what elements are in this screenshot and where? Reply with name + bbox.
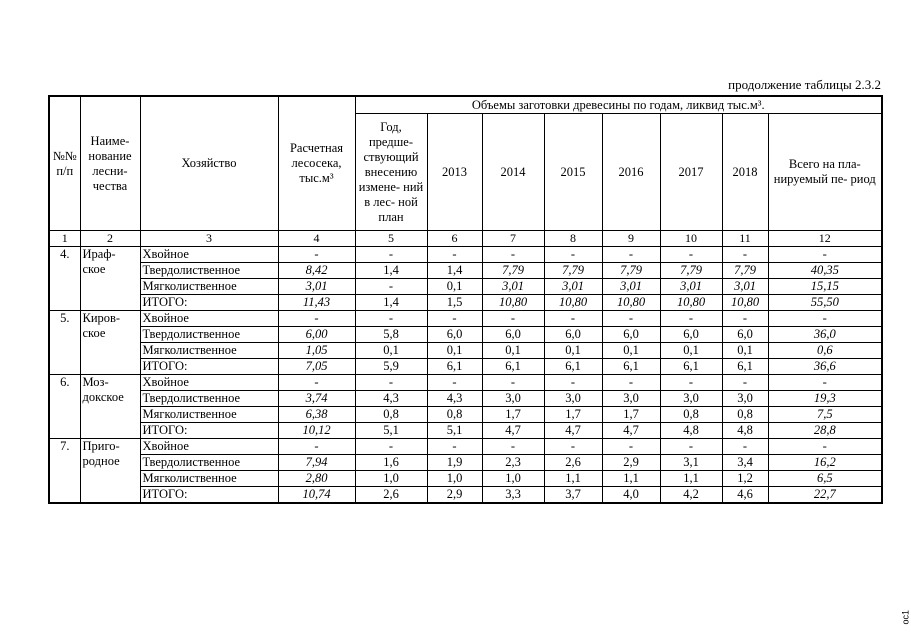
cut-value: 6,00: [278, 327, 355, 343]
header-year: 2016: [602, 114, 660, 231]
year-value: 3,0: [722, 391, 768, 407]
cut-value: -: [278, 311, 355, 327]
forestry-name: Приго- родное: [80, 439, 140, 504]
prev-year-value: -: [355, 311, 427, 327]
year-value: 4,8: [660, 423, 722, 439]
header-year: 2018: [722, 114, 768, 231]
year-value: 0,1: [482, 343, 544, 359]
year-value: 2,9: [602, 455, 660, 471]
cut-value: 1,05: [278, 343, 355, 359]
year-value: 7,79: [722, 263, 768, 279]
year-value: 0,1: [602, 343, 660, 359]
total-value: 0,6: [768, 343, 882, 359]
col-number: 1: [49, 231, 80, 247]
year-value: 1,1: [602, 471, 660, 487]
prev-year-value: 1,4: [355, 295, 427, 311]
year-value: 1,0: [427, 471, 482, 487]
total-value: 22,7: [768, 487, 882, 504]
farm-type: Хвойное: [140, 247, 278, 263]
header-num: №№ п/п: [49, 96, 80, 231]
table-row: [49, 487, 882, 504]
year-value: 3,01: [602, 279, 660, 295]
year-value: 1,2: [722, 471, 768, 487]
year-value: 0,8: [660, 407, 722, 423]
table-row: [49, 471, 882, 487]
cut-value: 7,05: [278, 359, 355, 375]
year-value: -: [482, 439, 544, 455]
col-number: 2: [80, 231, 140, 247]
year-value: 1,1: [660, 471, 722, 487]
header-year: 2015: [544, 114, 602, 231]
year-value: 6,0: [544, 327, 602, 343]
total-value: 36,6: [768, 359, 882, 375]
col-number: 6: [427, 231, 482, 247]
year-value: -: [482, 375, 544, 391]
year-value: 6,1: [602, 359, 660, 375]
total-value: -: [768, 375, 882, 391]
year-value: 10,80: [602, 295, 660, 311]
total-value: -: [768, 311, 882, 327]
year-value: -: [660, 375, 722, 391]
year-value: 0,1: [544, 343, 602, 359]
year-value: 3,3: [482, 487, 544, 504]
year-value: 5,1: [427, 423, 482, 439]
total-value: 16,2: [768, 455, 882, 471]
prev-year-value: 0,8: [355, 407, 427, 423]
prev-year-value: -: [355, 375, 427, 391]
year-value: 2,9: [427, 487, 482, 504]
year-value: -: [722, 311, 768, 327]
table-row: [49, 263, 882, 279]
year-value: 4,7: [602, 423, 660, 439]
prev-year-value: -: [355, 247, 427, 263]
prev-year-value: -: [355, 279, 427, 295]
year-value: 4,7: [544, 423, 602, 439]
table-row: [49, 439, 882, 455]
header-volumes: Объемы заготовки древесины по годам, ликвид тыс.м³.: [355, 96, 882, 114]
total-value: 19,3: [768, 391, 882, 407]
year-value: -: [602, 311, 660, 327]
year-value: 3,01: [722, 279, 768, 295]
year-value: 7,79: [544, 263, 602, 279]
year-value: -: [427, 439, 482, 455]
header-year: 2017: [660, 114, 722, 231]
year-value: -: [544, 375, 602, 391]
farm-type: Хвойное: [140, 311, 278, 327]
year-value: -: [427, 247, 482, 263]
table-row: [49, 343, 882, 359]
prev-year-value: 5,8: [355, 327, 427, 343]
col-number: 3: [140, 231, 278, 247]
total-value: -: [768, 439, 882, 455]
year-value: 1,7: [602, 407, 660, 423]
year-value: -: [660, 311, 722, 327]
table-row: [49, 311, 882, 327]
year-value: -: [602, 247, 660, 263]
cut-value: 10,74: [278, 487, 355, 504]
year-value: 10,80: [722, 295, 768, 311]
farm-type: ИТОГО:: [140, 359, 278, 375]
col-number: 9: [602, 231, 660, 247]
column-number-row: [49, 231, 882, 247]
year-value: 6,0: [722, 327, 768, 343]
table-row: [49, 327, 882, 343]
col-number: 5: [355, 231, 427, 247]
year-value: 3,7: [544, 487, 602, 504]
total-value: 40,35: [768, 263, 882, 279]
farm-type: Хвойное: [140, 439, 278, 455]
cut-value: 7,94: [278, 455, 355, 471]
year-value: 7,79: [482, 263, 544, 279]
total-value: 28,8: [768, 423, 882, 439]
table-row: [49, 279, 882, 295]
year-value: 1,5: [427, 295, 482, 311]
year-value: 4,6: [722, 487, 768, 504]
year-value: 6,1: [544, 359, 602, 375]
year-value: 3,01: [482, 279, 544, 295]
year-value: -: [427, 375, 482, 391]
year-value: 6,1: [660, 359, 722, 375]
forestry-name: Ираф- ское: [80, 247, 140, 311]
prev-year-value: 1,4: [355, 263, 427, 279]
year-value: 1,1: [544, 471, 602, 487]
year-value: -: [482, 311, 544, 327]
side-code: oc1: [901, 610, 911, 625]
col-number: 7: [482, 231, 544, 247]
cut-value: 3,01: [278, 279, 355, 295]
year-value: 1,4: [427, 263, 482, 279]
prev-year-value: 0,1: [355, 343, 427, 359]
cut-value: -: [278, 375, 355, 391]
farm-type: ИТОГО:: [140, 295, 278, 311]
farm-type: Хвойное: [140, 375, 278, 391]
prev-year-value: -: [355, 439, 427, 455]
year-value: 3,0: [660, 391, 722, 407]
total-value: -: [768, 247, 882, 263]
year-value: -: [544, 311, 602, 327]
row-number: 6.: [49, 375, 80, 439]
cut-value: 6,38: [278, 407, 355, 423]
row-number: 4.: [49, 247, 80, 311]
cut-value: 8,42: [278, 263, 355, 279]
forestry-name: Моз- докское: [80, 375, 140, 439]
header-forestry: Наиме- нование лесни- чества: [80, 96, 140, 231]
cut-value: -: [278, 439, 355, 455]
year-value: -: [722, 375, 768, 391]
year-value: 7,79: [602, 263, 660, 279]
year-value: 2,6: [544, 455, 602, 471]
farm-type: Мягколиственное: [140, 343, 278, 359]
year-value: -: [544, 439, 602, 455]
year-value: 2,3: [482, 455, 544, 471]
cut-value: 2,80: [278, 471, 355, 487]
year-value: 6,1: [722, 359, 768, 375]
year-value: 4,2: [660, 487, 722, 504]
total-value: 6,5: [768, 471, 882, 487]
forest-harvest-table: [48, 95, 883, 504]
farm-type: Твердолиственное: [140, 327, 278, 343]
year-value: 10,80: [660, 295, 722, 311]
table-body: [49, 247, 882, 504]
col-number: 11: [722, 231, 768, 247]
year-value: 6,0: [602, 327, 660, 343]
header-year: 2014: [482, 114, 544, 231]
header-cut: Расчетная лесосека, тыс.м³: [278, 96, 355, 231]
year-value: -: [602, 439, 660, 455]
col-number: 12: [768, 231, 882, 247]
table-row: [49, 247, 882, 263]
table-caption: продолжение таблицы 2.3.2: [728, 77, 881, 92]
row-number: 5.: [49, 311, 80, 375]
year-value: 6,1: [482, 359, 544, 375]
table-row: [49, 455, 882, 471]
row-number: 7.: [49, 439, 80, 504]
table-row: [49, 407, 882, 423]
year-value: 3,1: [660, 455, 722, 471]
header-farm: Хозяйство: [140, 96, 278, 231]
year-value: -: [427, 311, 482, 327]
header-total: Всего на пла- нируемый пе- риод: [768, 114, 882, 231]
farm-type: Твердолиственное: [140, 263, 278, 279]
year-value: 0,1: [722, 343, 768, 359]
year-value: 6,1: [427, 359, 482, 375]
year-value: 1,7: [482, 407, 544, 423]
year-value: 6,0: [660, 327, 722, 343]
cut-value: -: [278, 247, 355, 263]
total-value: 7,5: [768, 407, 882, 423]
year-value: 10,80: [482, 295, 544, 311]
cut-value: 10,12: [278, 423, 355, 439]
year-value: 4,7: [482, 423, 544, 439]
year-value: 3,01: [660, 279, 722, 295]
year-value: 3,0: [602, 391, 660, 407]
year-value: 4,8: [722, 423, 768, 439]
year-value: 0,8: [427, 407, 482, 423]
col-number: 8: [544, 231, 602, 247]
year-value: -: [660, 439, 722, 455]
farm-type: Твердолиственное: [140, 391, 278, 407]
year-value: 4,0: [602, 487, 660, 504]
total-value: 15,15: [768, 279, 882, 295]
year-value: -: [660, 247, 722, 263]
farm-type: Мягколиственное: [140, 279, 278, 295]
year-value: -: [722, 439, 768, 455]
year-value: 7,79: [660, 263, 722, 279]
farm-type: Твердолиственное: [140, 455, 278, 471]
prev-year-value: 1,0: [355, 471, 427, 487]
year-value: 6,0: [482, 327, 544, 343]
year-value: 0,1: [427, 279, 482, 295]
year-value: 10,80: [544, 295, 602, 311]
table-row: [49, 359, 882, 375]
col-number: 10: [660, 231, 722, 247]
table-row: [49, 423, 882, 439]
year-value: 1,9: [427, 455, 482, 471]
forestry-name: Киров- ское: [80, 311, 140, 375]
year-value: -: [602, 375, 660, 391]
year-value: 1,0: [482, 471, 544, 487]
year-value: -: [544, 247, 602, 263]
year-value: 3,4: [722, 455, 768, 471]
year-value: 0,1: [660, 343, 722, 359]
cut-value: 11,43: [278, 295, 355, 311]
header-prev-year: Год, предше- ствующий внесению измене- ний в лес- ной план: [355, 114, 427, 231]
year-value: 3,01: [544, 279, 602, 295]
prev-year-value: 1,6: [355, 455, 427, 471]
table-row: [49, 391, 882, 407]
year-value: 1,7: [544, 407, 602, 423]
total-value: 55,50: [768, 295, 882, 311]
header-year: 2013: [427, 114, 482, 231]
year-value: 4,3: [427, 391, 482, 407]
farm-type: ИТОГО:: [140, 423, 278, 439]
table-row: [49, 295, 882, 311]
prev-year-value: 2,6: [355, 487, 427, 504]
year-value: -: [722, 247, 768, 263]
year-value: 0,8: [722, 407, 768, 423]
total-value: 36,0: [768, 327, 882, 343]
col-number: 4: [278, 231, 355, 247]
table-row: [49, 375, 882, 391]
prev-year-value: 4,3: [355, 391, 427, 407]
year-value: 3,0: [482, 391, 544, 407]
year-value: 0,1: [427, 343, 482, 359]
year-value: -: [482, 247, 544, 263]
farm-type: ИТОГО:: [140, 487, 278, 504]
cut-value: 3,74: [278, 391, 355, 407]
year-value: 6,0: [427, 327, 482, 343]
prev-year-value: 5,1: [355, 423, 427, 439]
prev-year-value: 5,9: [355, 359, 427, 375]
year-value: 3,0: [544, 391, 602, 407]
farm-type: Мягколиственное: [140, 407, 278, 423]
farm-type: Мягколиственное: [140, 471, 278, 487]
